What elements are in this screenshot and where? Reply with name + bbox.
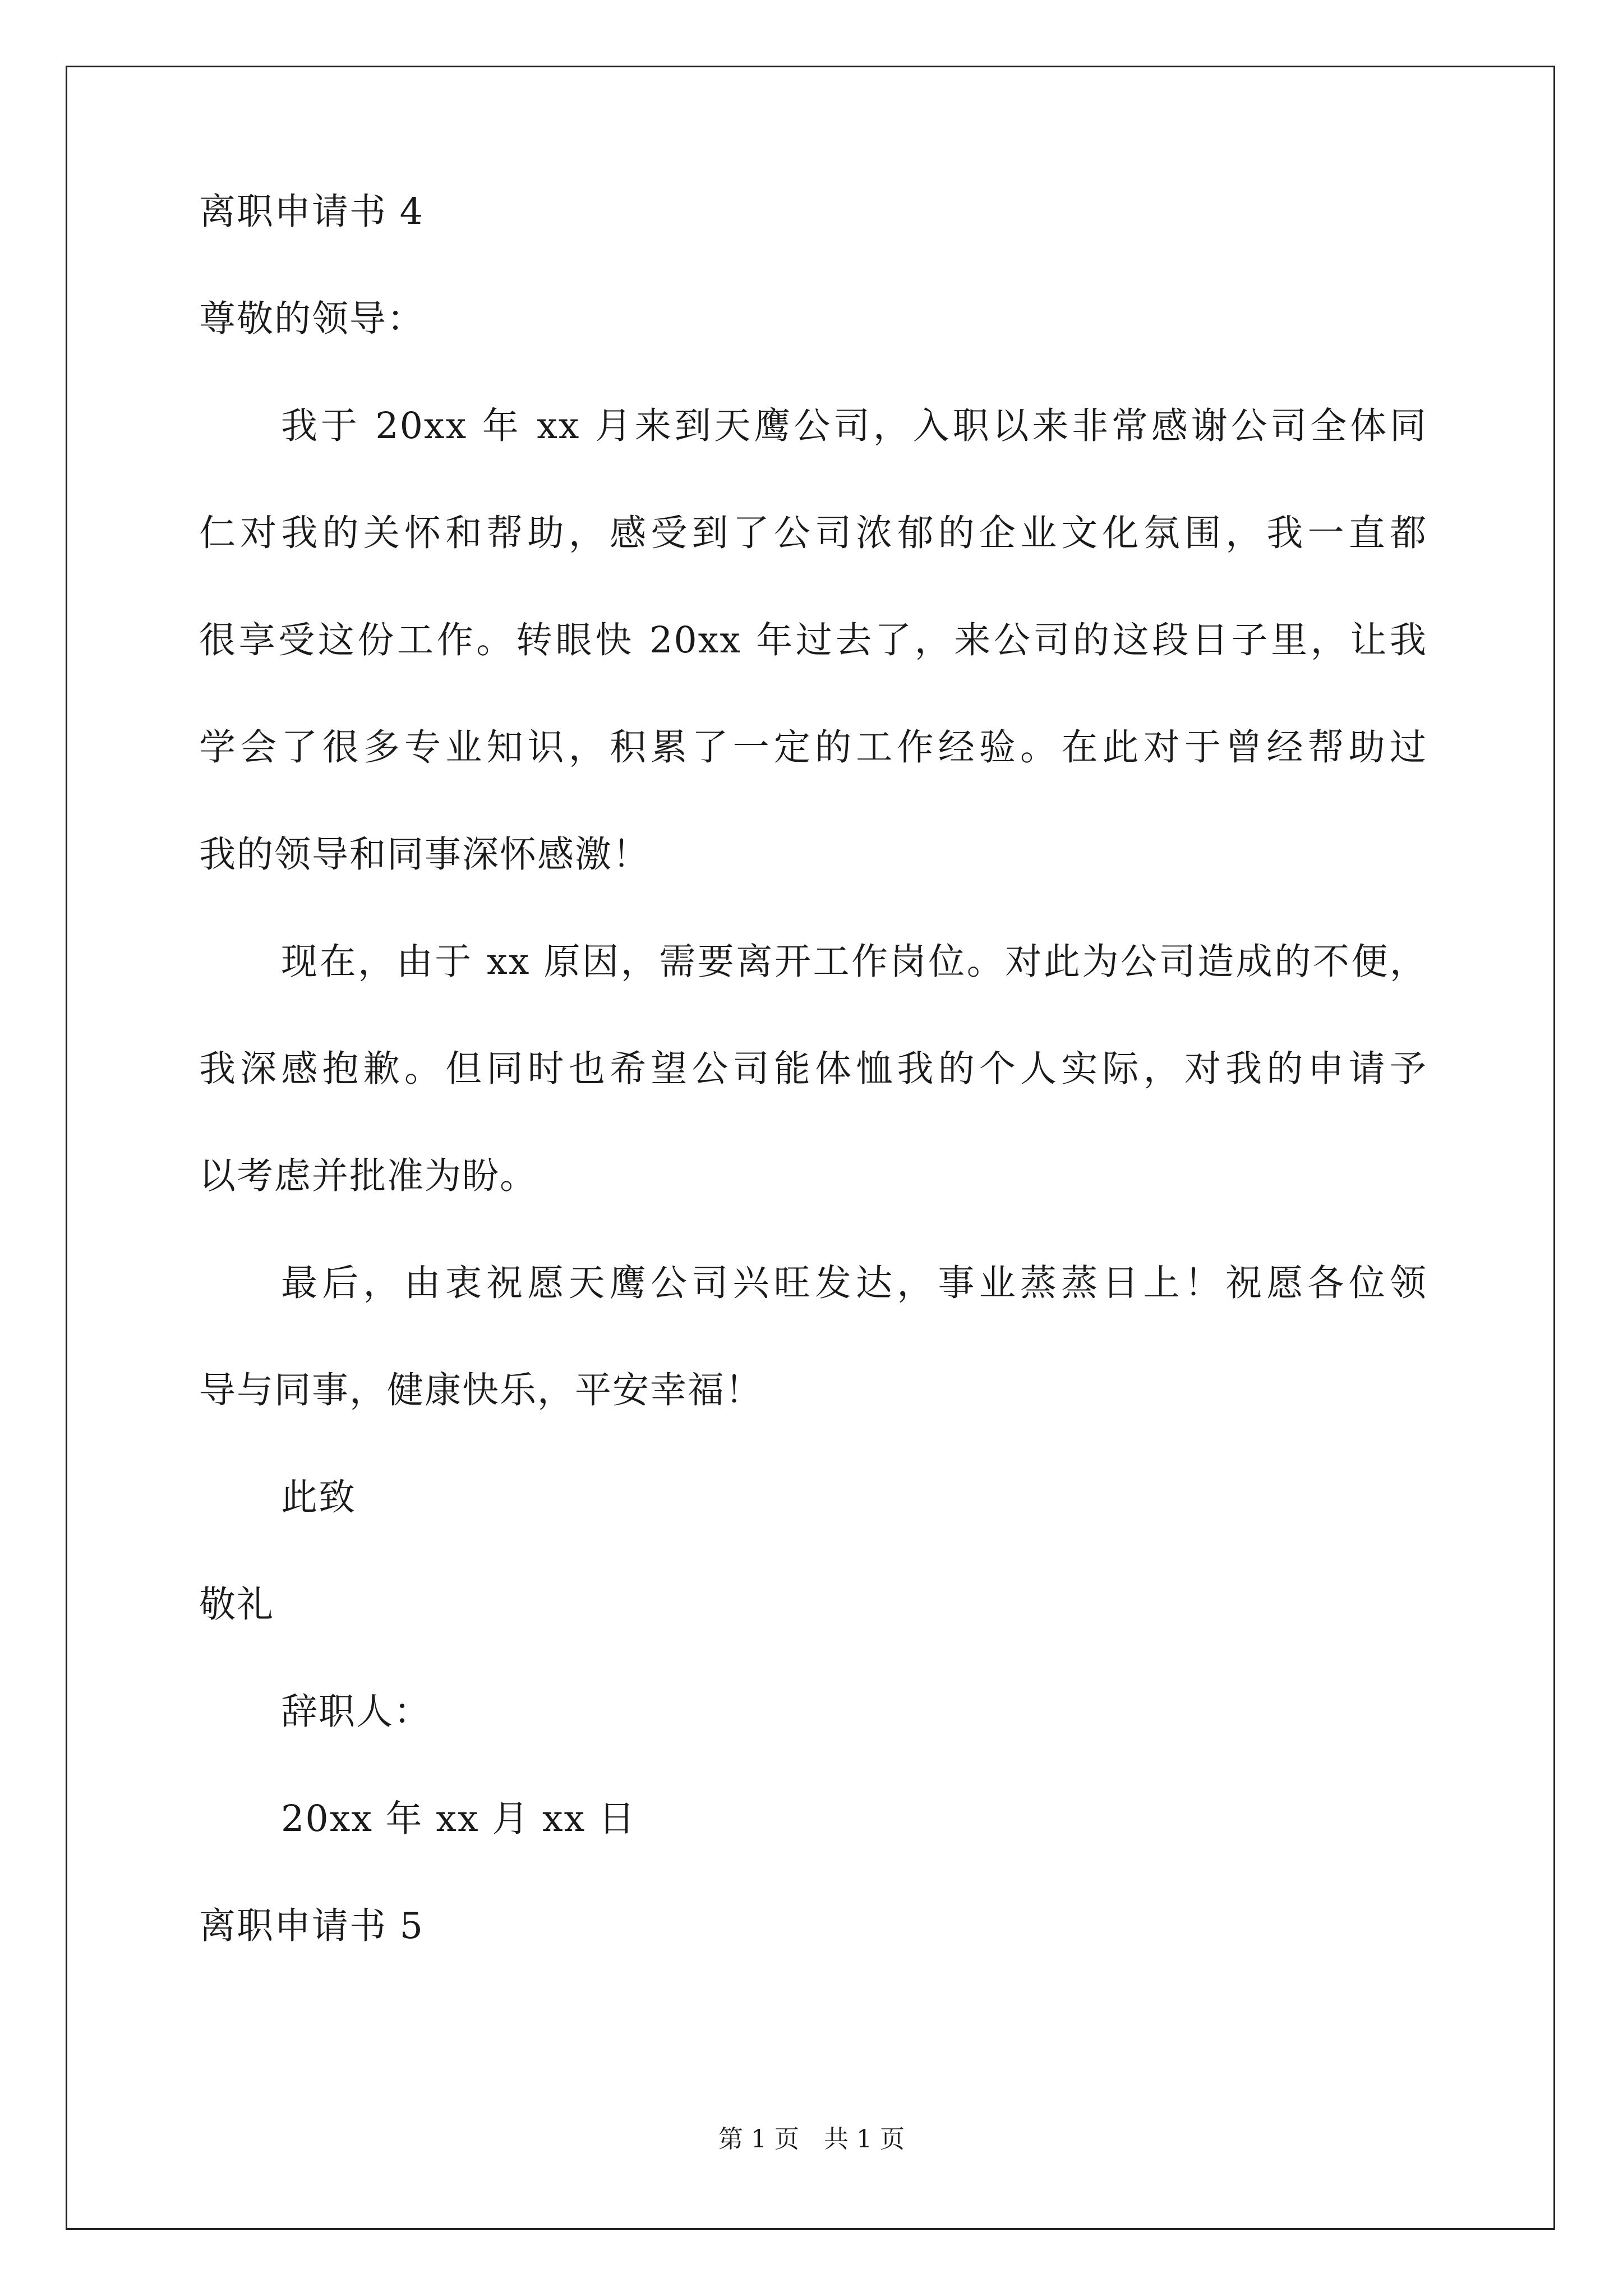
paragraph-2-line-2: 我深感抱歉。但同时也希望公司能体恤我的个人实际，对我的申请予 (199, 1048, 1427, 1090)
section-title-4: 离职申请书 4 (199, 191, 425, 233)
date-line: 20xx 年 xx 月 xx 日 (281, 1798, 636, 1840)
salutation: 尊敬的领导： (199, 298, 425, 340)
page-footer: 第 1 页 共 1 页 (718, 2125, 905, 2154)
signature-label: 辞职人： (281, 1691, 432, 1733)
paragraph-2-line-3: 以考虑并批准为盼。 (199, 1155, 538, 1197)
closing-jing-li: 敬礼 (199, 1584, 275, 1626)
paragraph-3-line-2: 导与同事，健康快乐，平安幸福！ (199, 1369, 763, 1411)
paragraph-2-line-1: 现在，由于 xx 原因，需要离开工作岗位。对此为公司造成的不便， (281, 941, 1427, 983)
paragraph-1-line-4: 学会了很多专业知识，积累了一定的工作经验。在此对于曾经帮助过 (199, 726, 1427, 769)
section-title-5: 离职申请书 5 (199, 1905, 425, 1947)
paragraph-3-line-1: 最后，由衷祝愿天鹰公司兴旺发达，事业蒸蒸日上！祝愿各位领 (281, 1262, 1427, 1304)
document-body (199, 185, 1427, 2007)
paragraph-1-line-3: 很享受这份工作。转眼快 20xx 年过去了，来公司的这段日子里，让我 (199, 619, 1427, 661)
paragraph-1-line-2: 仁对我的关怀和帮助，感受到了公司浓郁的企业文化氛围，我一直都 (199, 512, 1427, 554)
closing-ci-zhi: 此致 (281, 1476, 357, 1519)
paragraph-1-line-1: 我于 20xx 年 xx 月来到天鹰公司，入职以来非常感谢公司全体同 (281, 405, 1427, 447)
paragraph-1-line-5: 我的领导和同事深怀感激！ (199, 834, 651, 876)
